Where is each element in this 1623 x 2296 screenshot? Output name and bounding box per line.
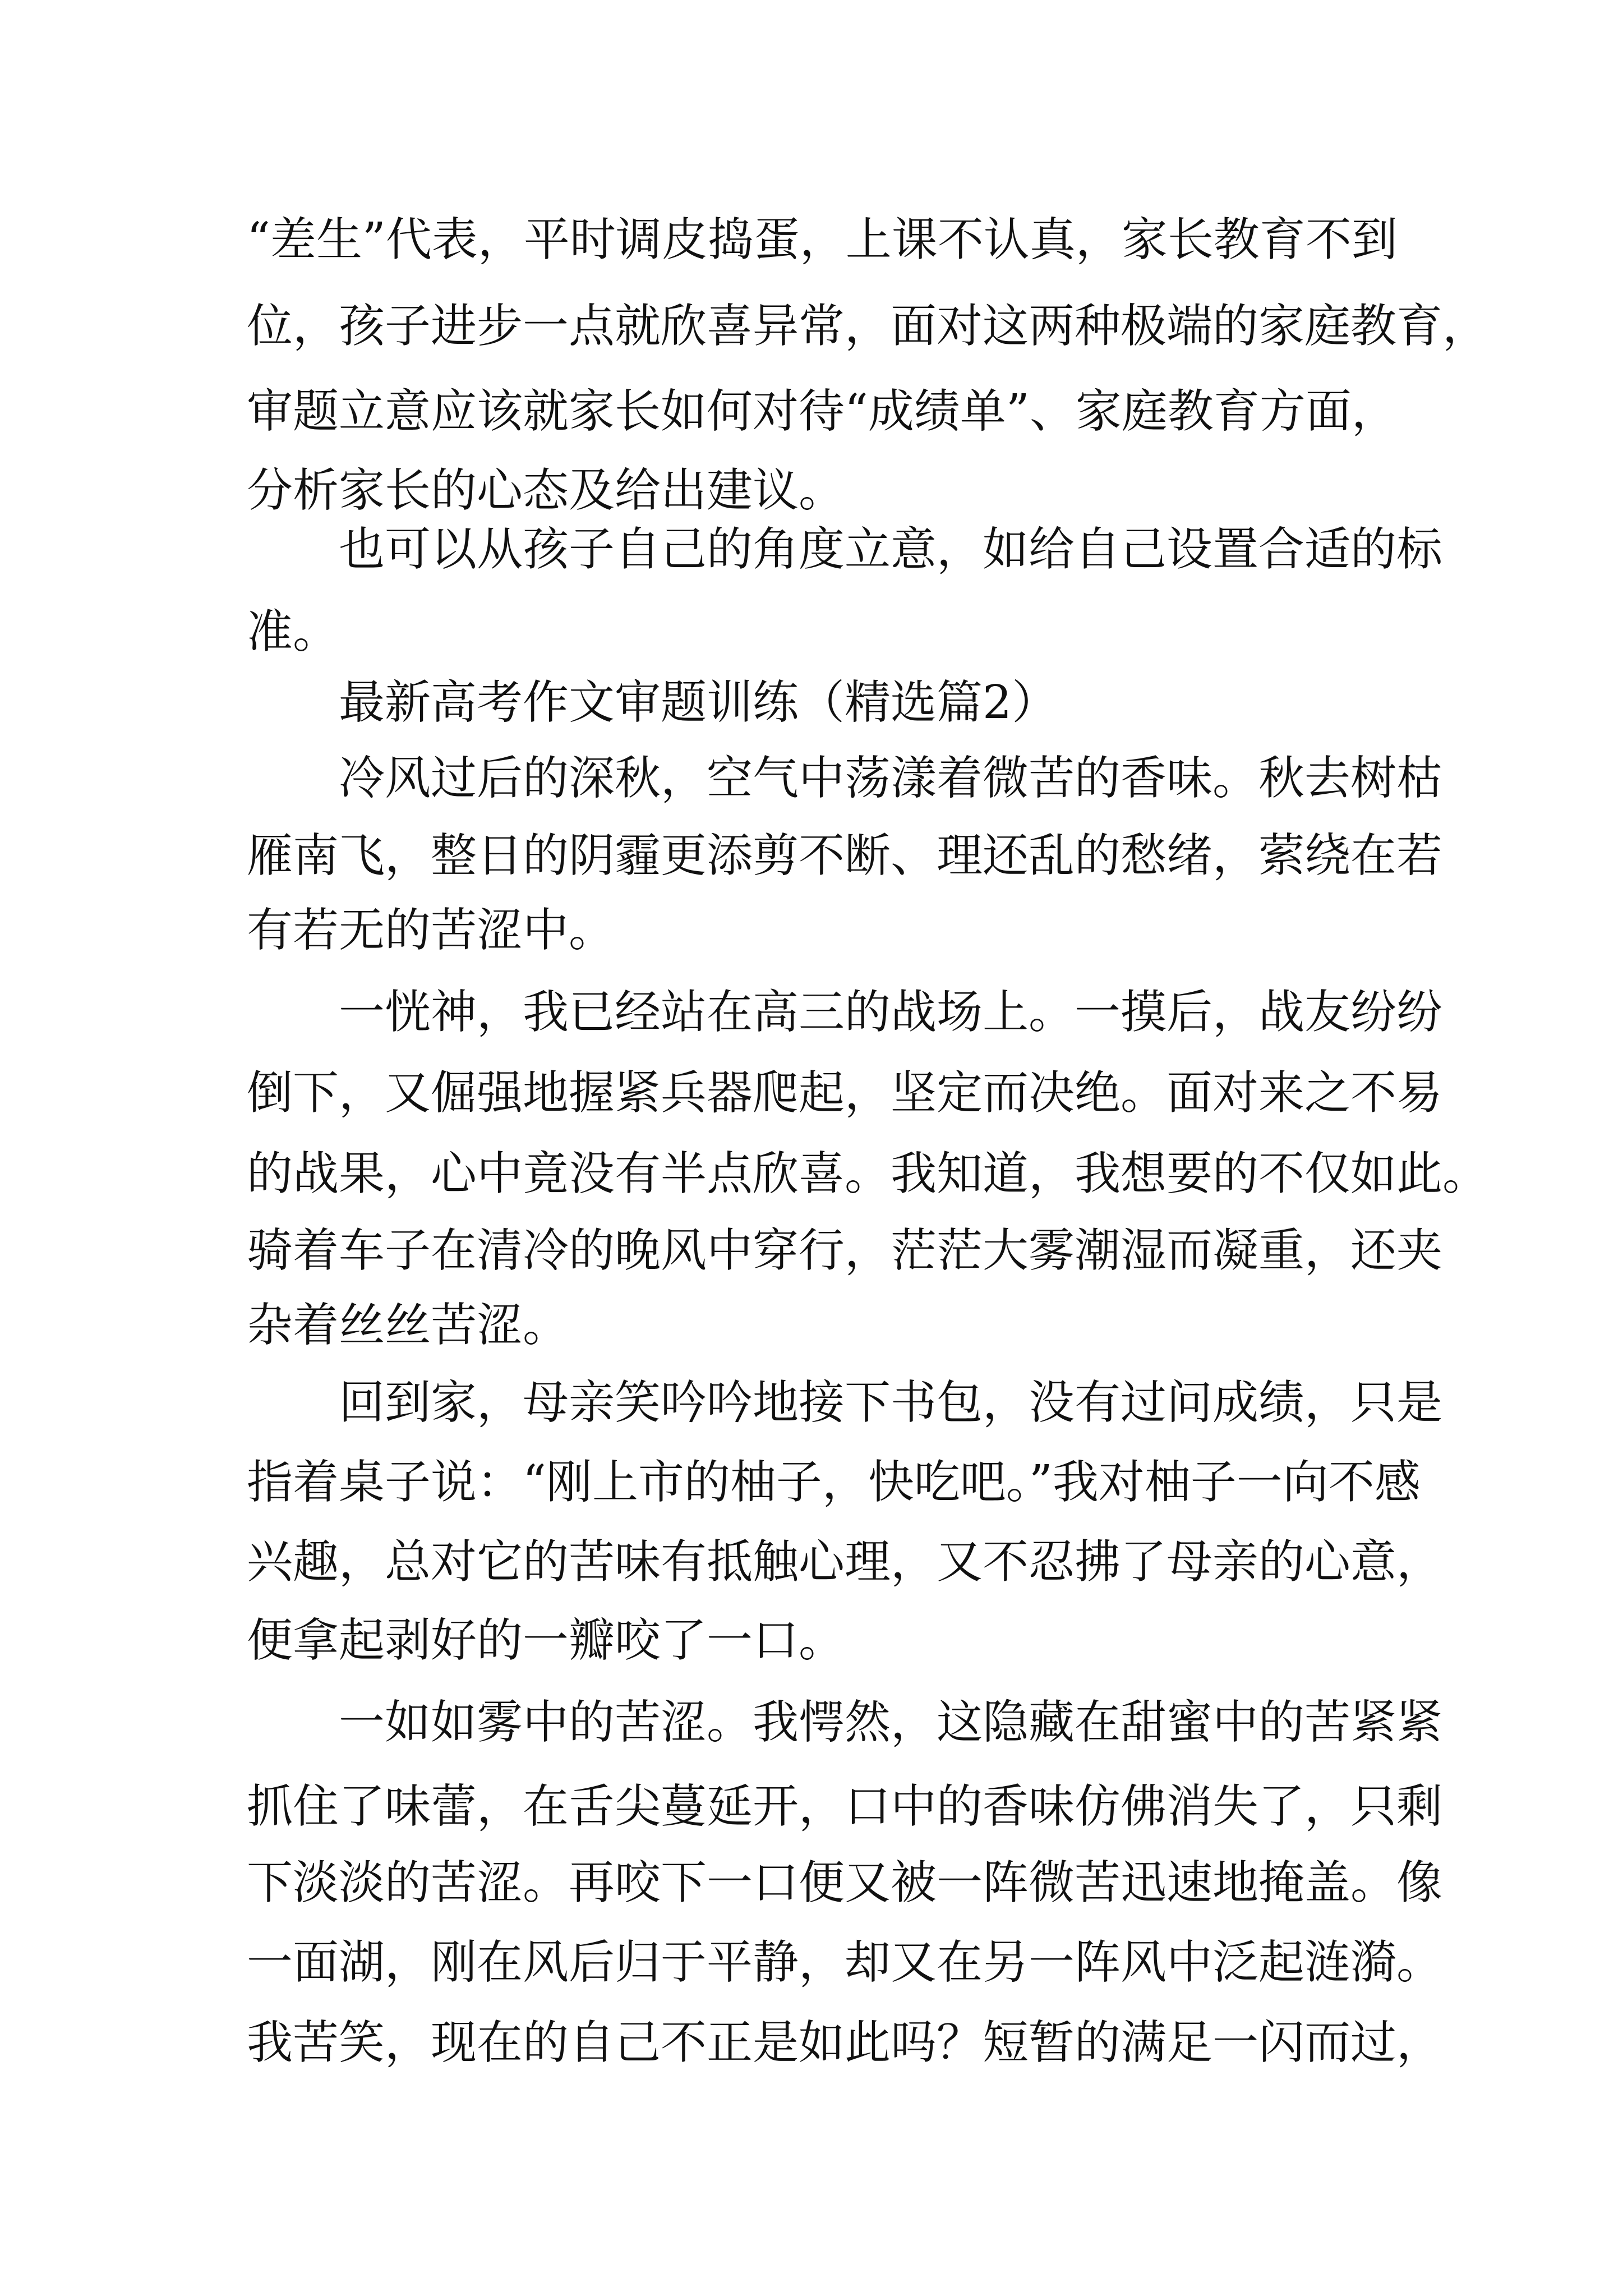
text-line: 便拿起剥好的一瓣咬了一口。 [247,1614,845,1667]
text-line: 杂着丝丝苦涩。 [247,1299,569,1352]
text-line: 审题立意应该就家长如何对待“成绩单”、家庭教育方面， [247,385,1398,438]
text-line: 一面湖，刚在风后归于平静，却又在另一阵风中泛起涟漪。 [247,1936,1443,1989]
text-line: 一恍神，我已经站在高三的战场上。一摸后，战友纷纷 [339,986,1443,1039]
text-line: 回到家，母亲笑吟吟地接下书包，没有过问成绩，只是 [339,1376,1443,1429]
text-line: 兴趣，总对它的苦味有抵触心理，又不忍拂了母亲的心意， [247,1535,1443,1589]
text-line: 下淡淡的苦涩。再咬下一口便又被一阵微苦迅速地掩盖。像 [247,1856,1443,1910]
text-line: 也可以从孩子自己的角度立意，如给自己设置合适的标 [339,523,1443,576]
text-line: 的战果，心中竟没有半点欣喜。我知道，我想要的不仅如此。 [247,1147,1489,1200]
text-line: 抓住了味蕾，在舌尖蔓延开，口中的香味仿佛消失了，只剩 [247,1780,1443,1833]
text-line: 有若无的苦涩中。 [247,904,615,957]
text-line: 倒下，又倔强地握紧兵器爬起，坚定而决绝。面对来之不易 [247,1066,1443,1120]
section-heading: 最新高考作文审题训练（精选篇2） [339,676,1058,729]
text-line: 准。 [247,605,339,659]
text-line: 冷风过后的深秋，空气中荡漾着微苦的香味。秋去树枯 [339,752,1443,805]
text-line: “差生”代表，平时调皮捣蛋，上课不认真，家长教育不到 [247,213,1398,266]
text-line: 指着桌子说：“刚上市的柚子，快吃吧。”我对柚子一向不感 [247,1456,1421,1509]
text-line: 分析家长的心态及给出建议。 [247,464,845,517]
text-line: 位，孩子进步一点就欣喜异常，面对这两种极端的家庭教育， [247,300,1489,353]
text-line: 我苦笑，现在的自己不正是如此吗？短暂的满足一闪而过， [247,2016,1443,2069]
text-line: 骑着车子在清冷的晚风中穿行，茫茫大雾潮湿而凝重，还夹 [247,1224,1443,1277]
text-line: 一如如雾中的苦涩。我愕然，这隐藏在甜蜜中的苦紧紧 [339,1696,1443,1749]
text-line: 雁南飞，整日的阴霾更添剪不断、理还乱的愁绪，萦绕在若 [247,829,1443,882]
